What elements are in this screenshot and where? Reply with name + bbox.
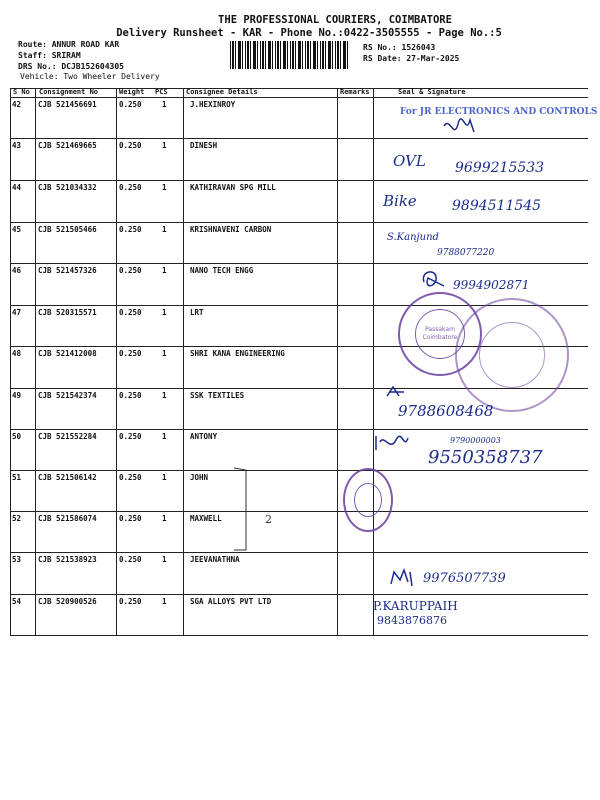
- row-sno: 53: [12, 555, 22, 564]
- handwritten-phone-49: 9788608468: [398, 402, 494, 420]
- row-pcs: 1: [162, 349, 167, 358]
- row-consignee: J.HEXINROY: [190, 100, 236, 109]
- row-rule: [10, 635, 588, 636]
- row-sno: 42: [12, 100, 22, 109]
- drs-line: DRS No.: DCJB152604305: [18, 62, 124, 71]
- row-weight: 0.250: [119, 514, 142, 523]
- row-weight: 0.250: [119, 349, 142, 358]
- row-consignee: SSK TEXTILES: [190, 391, 245, 400]
- row-weight: 0.250: [119, 225, 142, 234]
- small-seal-stamp: [343, 468, 393, 532]
- handwritten-phone-53: 9976507739: [423, 571, 506, 586]
- row-consignment: CJB 521505466: [38, 225, 97, 234]
- row-pcs: 1: [162, 183, 167, 192]
- company-title: THE PROFESSIONAL COURIERS, COIMBATORE: [218, 14, 452, 26]
- rs-date-line: RS Date: 27-Mar-2025: [363, 54, 460, 63]
- row-consignment: CJB 521586074: [38, 514, 97, 523]
- row-consignment: CJB 521552284: [38, 432, 97, 441]
- row-sno: 43: [12, 141, 22, 150]
- runsheet-meta-left: [18, 39, 124, 72]
- row-pcs: 1: [162, 473, 167, 482]
- row-consignment: CJB 521469665: [38, 141, 97, 150]
- handwritten-phone-50: 9550358737: [428, 447, 543, 468]
- staff-line: Staff: SRIRAM: [18, 51, 81, 60]
- row-pcs: 1: [162, 432, 167, 441]
- col-header-consignment: Consignment No: [39, 88, 99, 96]
- table-row: [0, 511, 600, 552]
- row-weight: 0.250: [119, 555, 142, 564]
- table-row: [0, 594, 600, 635]
- route-line: Route: ANNUR ROAD KAR: [18, 40, 120, 49]
- company-stamp-text: For JR ELECTRONICS AND CONTROLS: [400, 107, 598, 117]
- runsheet-meta-right: [363, 42, 459, 64]
- pencil-bracket: [232, 466, 252, 552]
- pencil-mark: 2: [265, 513, 272, 526]
- signature-49: [384, 384, 408, 400]
- row-consignment: CJB 520315571: [38, 308, 97, 317]
- row-weight: 0.250: [119, 597, 142, 606]
- row-consignment: CJB 521412008: [38, 349, 97, 358]
- table-row: [0, 222, 600, 263]
- row-sno: 49: [12, 391, 22, 400]
- row-consignee: SGA ALLOYS PVT LTD: [190, 597, 272, 606]
- row-pcs: 1: [162, 308, 167, 317]
- row-sno: 54: [12, 597, 22, 606]
- runsheet-title: Delivery Runsheet - KAR - Phone No.:0422-3505555 - Page No.:5: [116, 27, 502, 39]
- table-row: [0, 470, 600, 511]
- handwritten-bike: Bike: [383, 192, 417, 210]
- row-pcs: 1: [162, 141, 167, 150]
- barcode: [230, 41, 350, 69]
- col-header-consignee: Consignee Details: [186, 88, 258, 96]
- signature-42: [440, 114, 480, 142]
- large-seal-stamp: [455, 298, 569, 412]
- row-consignee: KATHIRAVAN SPG MILL: [190, 183, 276, 192]
- handwritten-phone-50-small: 9790000003: [450, 436, 501, 445]
- row-pcs: 1: [162, 514, 167, 523]
- row-sno: 46: [12, 266, 22, 275]
- col-header-seal: Seal & Signature: [398, 88, 466, 96]
- row-consignment: CJB 521542374: [38, 391, 97, 400]
- handwritten-phone-46: 9994902871: [453, 278, 530, 292]
- handwritten-phone-44: 9894511545: [452, 198, 542, 214]
- row-pcs: 1: [162, 391, 167, 400]
- row-consignment: CJB 521457326: [38, 266, 97, 275]
- row-sno: 45: [12, 225, 22, 234]
- row-weight: 0.250: [119, 183, 142, 192]
- row-consignment: CJB 521034332: [38, 183, 97, 192]
- row-consignee: DINESH: [190, 141, 218, 150]
- handwritten-phone-43: 9699215533: [455, 160, 545, 176]
- row-consignee: JEEVANATHNA: [190, 555, 240, 564]
- company-seal-stamp: Passakam Coimbatore: [398, 292, 482, 376]
- row-consignee: ANTONY: [190, 432, 218, 441]
- rs-no-line: RS No.: 1526043: [363, 43, 436, 52]
- col-header-weight: Weight: [119, 88, 145, 96]
- table-row: [0, 552, 600, 593]
- row-weight: 0.250: [119, 308, 142, 317]
- row-pcs: 1: [162, 266, 167, 275]
- handwritten-phone-54: 9843876876: [377, 614, 447, 627]
- row-weight: 0.250: [119, 100, 142, 109]
- handwritten-name-54: P.KARUPPAIH: [373, 599, 458, 613]
- row-consignee: MAXWELL: [190, 514, 222, 523]
- row-weight: 0.250: [119, 391, 142, 400]
- vehicle-line: Vehicle: Two Wheeler Delivery: [20, 72, 160, 81]
- row-weight: 0.250: [119, 473, 142, 482]
- col-header-remarks: Remarks: [340, 88, 370, 96]
- row-consignee: LRT: [190, 308, 204, 317]
- signature-50: [372, 432, 412, 454]
- table-row: [0, 97, 600, 138]
- row-consignee: KRISHNAVENI CARBON: [190, 225, 272, 234]
- row-consignment: CJB 520900526: [38, 597, 97, 606]
- row-consignment: CJB 521506142: [38, 473, 97, 482]
- row-sno: 51: [12, 473, 22, 482]
- row-consignee: JOHN: [190, 473, 209, 482]
- row-consignee: SHRI KANA ENGINEERING: [190, 349, 285, 358]
- row-sno: 47: [12, 308, 22, 317]
- row-sno: 48: [12, 349, 22, 358]
- row-consignee: NANO TECH ENGG: [190, 266, 254, 275]
- handwritten-ovl: OVL: [393, 152, 426, 170]
- signature-46: [418, 266, 448, 292]
- row-consignment: CJB 521456691: [38, 100, 97, 109]
- row-sno: 44: [12, 183, 22, 192]
- row-sno: 50: [12, 432, 22, 441]
- handwritten-name-45: S.Kanjund: [387, 232, 439, 243]
- row-pcs: 1: [162, 225, 167, 234]
- signature-53: [388, 566, 418, 588]
- row-sno: 52: [12, 514, 22, 523]
- row-pcs: 1: [162, 555, 167, 564]
- row-pcs: 1: [162, 100, 167, 109]
- handwritten-phone-45: 9788077220: [437, 248, 495, 258]
- row-consignment: CJB 521538923: [38, 555, 97, 564]
- row-pcs: 1: [162, 597, 167, 606]
- row-weight: 0.250: [119, 266, 142, 275]
- col-header-pcs: PCS: [155, 88, 168, 96]
- row-weight: 0.250: [119, 141, 142, 150]
- col-header-sno: S No: [13, 88, 30, 96]
- row-weight: 0.250: [119, 432, 142, 441]
